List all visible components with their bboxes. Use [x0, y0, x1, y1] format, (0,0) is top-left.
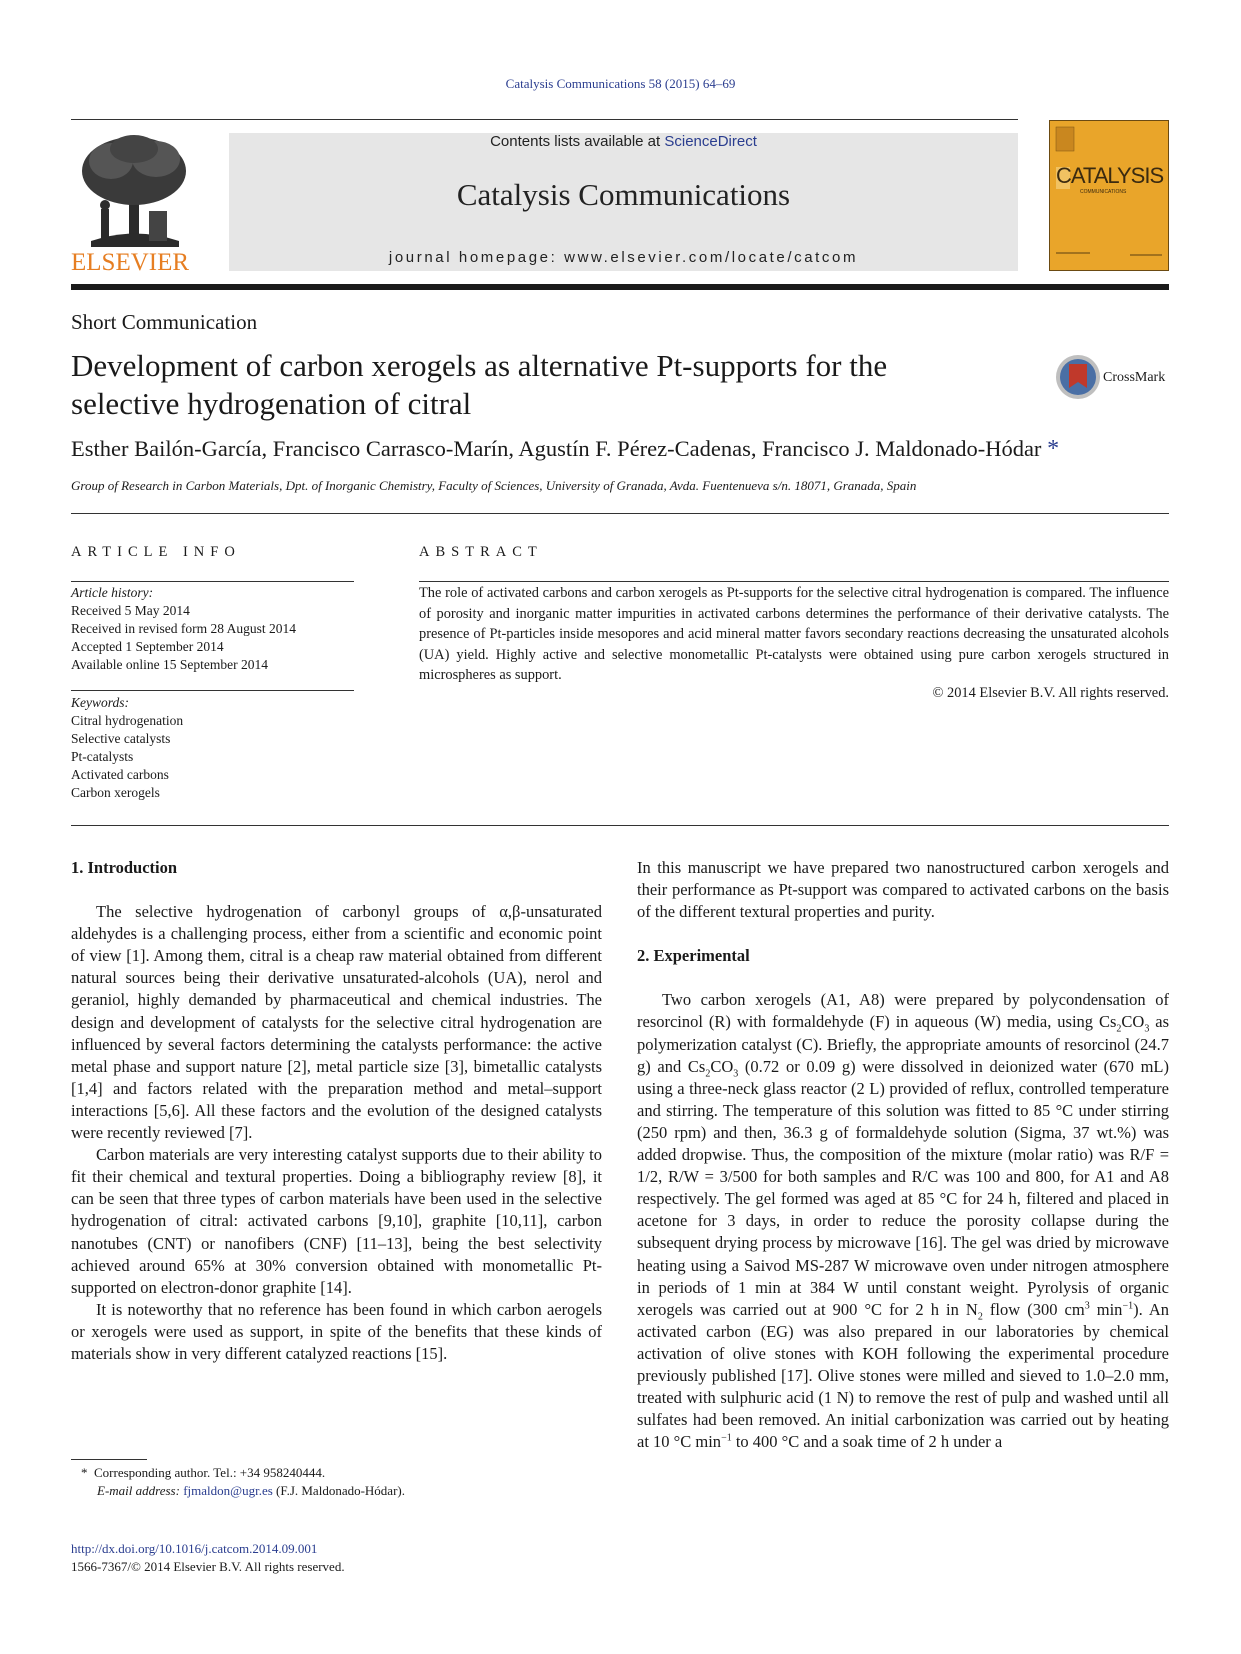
article-title [71, 347, 971, 423]
email-link[interactable]: fjmaldon@ugr.es [183, 1483, 273, 1498]
history-item: Received 5 May 2014 [71, 603, 190, 618]
keywords-label: Keywords: [71, 695, 129, 710]
journal-homepage[interactable]: journal homepage: www.elsevier.com/locate/catcom [388, 249, 859, 266]
keyword-item: Pt-catalysts [71, 749, 134, 764]
issn-line: 1566-7367/© 2014 Elsevier B.V. All rights reserved. [71, 1559, 345, 1574]
footnote-mark: * [81, 1465, 88, 1480]
abstract-heading: ABSTRACT [419, 544, 543, 560]
keyword-item: Citral hydrogenation [71, 713, 184, 728]
article-info-rule [71, 581, 354, 582]
crossmark-label[interactable]: CrossMark [1103, 370, 1166, 385]
email-suffix: (F.J. Maldonado-Hódar). [272, 1483, 405, 1498]
journal-reference-link[interactable]: Catalysis Communications 58 (2015) 64–69 [505, 76, 736, 91]
crossmark-icon[interactable] [1055, 354, 1101, 400]
abstract-text: The role of activated carbons and carbon xerogels as Pt-supports for the selective citral hydrogenation is compared. The influence of porosity and inorganic matter impurities in activated carbons determines the performance of their derivative catalysts. The presence of Pt-particles inside mesopores and acid mineral matter favors secondary reactions decreasing the unsaturated alcohols (UA) yield. Highly active and selective monometallic Pt-catalysts were obtained using pure carbon xerogels structured in microspheres as support. [419, 585, 1169, 683]
paragraph: The selective hydrogenation of carbonyl groups of α,β-unsaturated aldehydes is a challenging process, either from a scientific and economic point of view [1]. Among them, citral is a cheap raw material obtained from different natural sources being their derivative unsaturated-alcohols (UA), nerol and geraniol, highly demanded by pharmaceutical and chemical industries. The design and development of catalysts for the selective citral hydrogenation are influenced by several factors determining the catalysts performance: the active metal phase and support nature [2], metal particle size [3], bimetallic catalysts [1,4] and factors related with the preparation method and metal–support interactions [5,6]. All these factors and the evolution of the designed catalysts were recently reviewed [7]. [71, 902, 602, 1143]
email-label: E-mail address: [97, 1483, 184, 1498]
paragraph: It is noteworthy that no reference has been found in which carbon aerogels or xerogels were used as support, in spite of the benefits that these kinds of materials show in very different catalyzed reactions [15]. [71, 1299, 602, 1363]
journal-cover-image [1049, 120, 1169, 271]
history-item: Received in revised form 28 August 2014 [71, 621, 296, 636]
footnote [71, 1464, 602, 1500]
article-type: Short Communication [71, 310, 258, 334]
history-label: Article history: [71, 585, 154, 600]
body-left-column [71, 857, 602, 1365]
sciencedirect-link[interactable]: ScienceDirect [664, 133, 757, 150]
section-rule [71, 513, 1169, 514]
contents-line [229, 133, 1018, 150]
elsevier-logo [71, 131, 199, 273]
section-rule [71, 825, 1169, 826]
doi-block [71, 1540, 345, 1576]
corresponding-author: Corresponding author. Tel.: +34 958240444. [94, 1465, 326, 1480]
history-item: Available online 15 September 2014 [71, 657, 268, 672]
article-history [71, 584, 356, 674]
article-info-heading: ARTICLE INFO [71, 544, 241, 560]
author-list [71, 436, 1059, 463]
article-title-line-1: Development of carbon xerogels as alternative Pt-supports for the [71, 348, 888, 383]
cover-subtitle: COMMUNICATIONS [1080, 189, 1127, 195]
experimental-paragraph: Two carbon xerogels (A1, A8) were prepared by polycondensation of resorcinol (R) with formaldehyde (F) in aqueous (W) media, using $Cs_2CO_3$ as polymerization catalyst (C). Briefly, the appropriate amounts of resorcinol (24.7 g) and $Cs_2CO_3$ (0.72 or 0.09 g) were dissolved in deionized water (670 mL) using a three-neck glass reactor (2 L) provided of reflux, controlled temperature and stirring. The temperature of this solution was fitted to 85 °C under stirring (250 rpm) and then, 36.3 g of formaldehyde solution (Sigma, 37 wt.%) was added dropwise. Thus, the composition of the mixture (molar ratio) was R/F = 1/2, R/W = 3/500 for both samples and R/C was 100 and 800, for A1 and A8 respectively. The gel formed was aged at 85 °C for 24 h, filtered and placed in acetone for 3 days, in order to reduce the porosity collapse during the subsequent drying process by microwave [16]. The gel was dried by microwave heating using a Saivod MS-287 W microwave oven under nitrogen atmosphere in periods of 1 min at 384 W until constant weight. Pyrolysis of organic xerogels was carried out at 900 °C for 2 h in $N_2$ flow (300 $cm^3$ $\min^{-1}$). An activated carbon (EG) was also prepared in our laboratories by chemical activation of olive stones with KOH following the experimental procedure previously published [17]. Olive stones were milled and sieved to 1.0–2.0 mm, treated with sulphuric acid (1 N) to remove the rest of pulp and washed until all sulfates had been removed. An initial carbonization was carried out by heating at 10 °C $\min^{-1}$ to 400 °C and a soak time of 2 h under a [637, 990, 1170, 1452]
introduction-heading: 1. Introduction [71, 858, 178, 877]
corresponding-author-mark[interactable]: * [1047, 436, 1060, 462]
article-title-line-2: selective hydrogenation of citral [71, 386, 472, 421]
body-right-column [637, 857, 1169, 1453]
elsevier-wordmark: ELSEVIER [71, 249, 190, 273]
contents-prefix: Contents lists available at [490, 133, 665, 150]
experimental-heading: 2. Experimental [637, 946, 750, 966]
authors-text: Esther Bailón-García, Francisco Carrasco-Marín, Agustín F. Pérez-Cadenas, Francisco J. Maldonado-Hódar [71, 436, 1042, 461]
footnote-rule [71, 1459, 147, 1460]
header-thick-rule [71, 284, 1169, 290]
keywords-rule [71, 690, 354, 691]
history-item: Accepted 1 September 2014 [71, 639, 224, 654]
abstract-rule [419, 581, 1169, 582]
doi-link[interactable]: http://dx.doi.org/10.1016/j.catcom.2014.09.001 [71, 1541, 318, 1556]
keyword-item: Carbon xerogels [71, 785, 160, 800]
abstract-copyright: © 2014 Elsevier B.V. All rights reserved. [932, 685, 1169, 701]
journal-title: Catalysis Communications [456, 177, 791, 212]
cover-title: CATALYSIS [1056, 163, 1164, 188]
keywords [71, 694, 356, 802]
paragraph: Carbon materials are very interesting catalyst supports due to their ability to fit their chemical and textural properties. Doing a bibliography review [8], it can be seen that three types of carbon materials have been used in the selective hydrogenation of citral: activated carbons [9,10], graphite [10,11], carbon nanotubes (CNT) or nanofibers (CNF) [11–13], being the best selectivity achieved around 65% at 30% conversion obtained with monometallic Pt- supported on electron-donor graphite [14]. [71, 1145, 602, 1297]
keyword-item: Activated carbons [71, 767, 169, 782]
header-top-rule [71, 119, 1018, 120]
affiliation: Group of Research in Carbon Materials, Dpt. of Inorganic Chemistry, Faculty of Sciences, University of Granada, Avda. Fuentenueva s/n. 18071, Granada, Spain [71, 478, 917, 493]
paragraph: In this manuscript we have prepared two nanostructured carbon xerogels and their performance as Pt-support was compared to activated carbons on the basis of the different textural properties and purity. [637, 858, 1169, 922]
keyword-item: Selective catalysts [71, 731, 171, 746]
